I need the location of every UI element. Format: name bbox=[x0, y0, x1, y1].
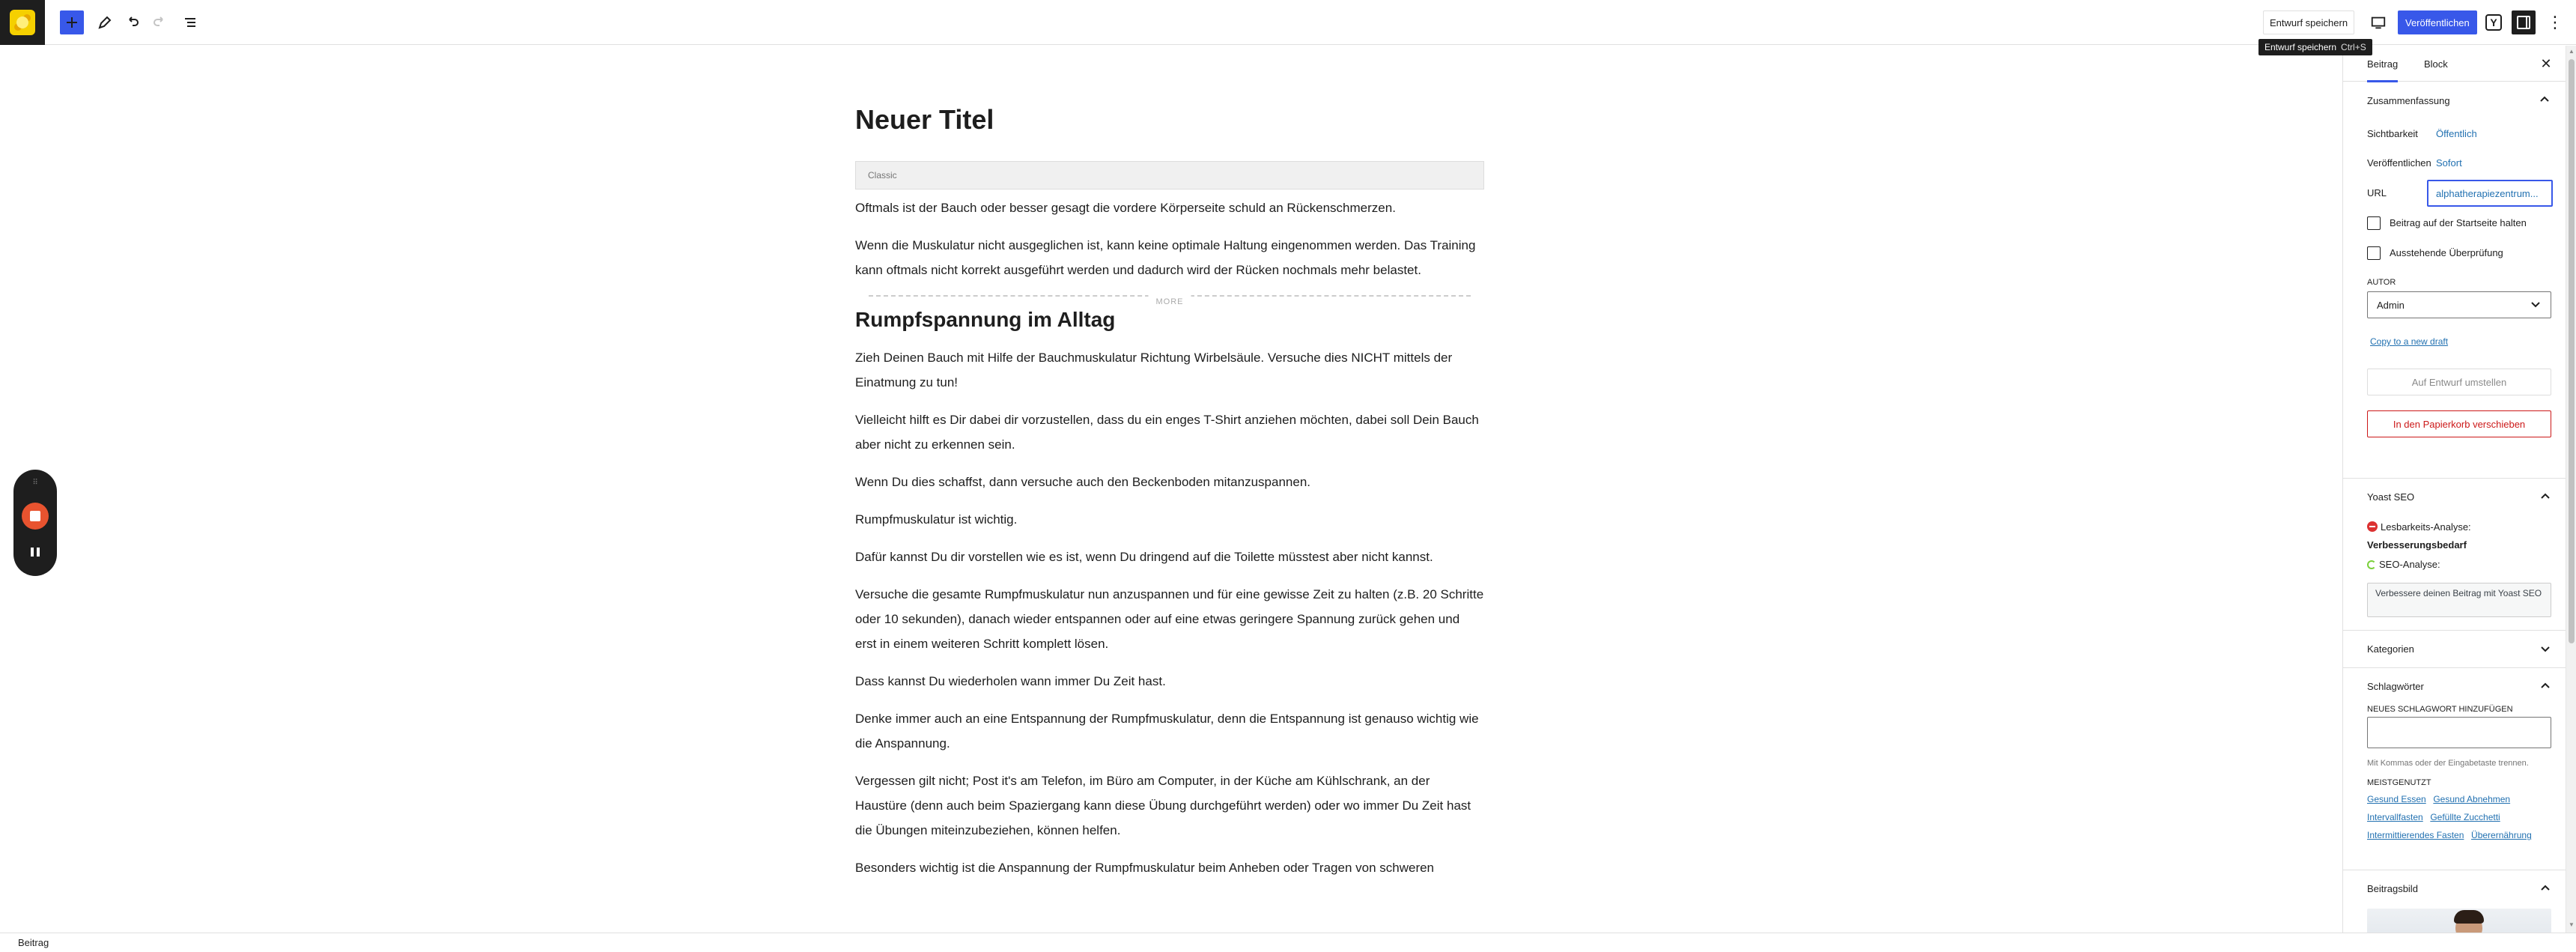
tags-title: Schlagwörter bbox=[2367, 681, 2424, 692]
publish-row bbox=[2367, 157, 2462, 169]
tag-input[interactable] bbox=[2367, 717, 2551, 748]
tab-block[interactable]: Block bbox=[2424, 58, 2448, 70]
featured-image-thumbnail[interactable] bbox=[2367, 909, 2551, 933]
tooltip-shortcut: Ctrl+S bbox=[2341, 42, 2366, 52]
trash-wrap bbox=[2367, 410, 2551, 437]
tag-link[interactable]: Gesund Abnehmen bbox=[2433, 794, 2511, 804]
post-title[interactable]: Neuer Titel bbox=[855, 104, 994, 135]
site-logo-icon bbox=[10, 10, 35, 35]
pending-review-checkbox[interactable] bbox=[2367, 246, 2381, 260]
classic-block-toolbar[interactable]: Classic bbox=[855, 161, 1484, 190]
chevron-up-icon bbox=[2539, 491, 2551, 503]
readability-row[interactable] bbox=[2367, 521, 2471, 533]
yoast-panel bbox=[2343, 478, 2566, 628]
categories-panel bbox=[2343, 630, 2566, 667]
most-used-tags bbox=[2367, 790, 2554, 844]
more-separator bbox=[869, 295, 1471, 306]
categories-title: Kategorien bbox=[2367, 643, 2414, 655]
publish-label: Veröffentlichen bbox=[2367, 157, 2431, 169]
editor-top-toolbar bbox=[0, 0, 2576, 45]
tag-link[interactable]: Überernährung bbox=[2471, 830, 2532, 840]
sticky-checkbox[interactable] bbox=[2367, 216, 2381, 230]
undo-icon bbox=[123, 13, 141, 31]
settings-toggle-button[interactable] bbox=[2512, 10, 2536, 34]
breadcrumb[interactable]: Beitrag bbox=[18, 937, 49, 948]
summary-title: Zusammenfassung bbox=[2367, 94, 2450, 106]
desktop-preview-icon bbox=[2370, 14, 2387, 31]
url-field[interactable]: alphatherapiezentrum... bbox=[2427, 180, 2553, 207]
drag-handle-icon[interactable]: ⠿ bbox=[32, 479, 38, 487]
pause-recording-button[interactable] bbox=[26, 543, 44, 561]
scrollbar-thumb[interactable] bbox=[2569, 59, 2575, 643]
screen-recorder-widget bbox=[13, 470, 57, 576]
undo-button[interactable] bbox=[120, 10, 144, 34]
tags-panel bbox=[2343, 667, 2566, 877]
switch-draft-wrap bbox=[2367, 369, 2551, 395]
sidebar-icon bbox=[2517, 16, 2530, 29]
settings-sidebar bbox=[2342, 46, 2566, 933]
tools-button[interactable] bbox=[93, 10, 117, 34]
chevron-up-icon bbox=[2539, 94, 2551, 106]
featured-image-panel bbox=[2343, 870, 2566, 933]
content-heading[interactable]: Rumpfspannung im Alltag bbox=[855, 308, 1116, 331]
visibility-value[interactable]: Öffentlich bbox=[2436, 128, 2477, 139]
author-select[interactable] bbox=[2367, 291, 2551, 318]
options-menu-button[interactable]: ⋮ bbox=[2547, 13, 2563, 31]
tag-link[interactable]: Intervallfasten bbox=[2367, 812, 2423, 822]
visibility-row bbox=[2367, 128, 2477, 139]
sticky-label: Beitrag auf der Startseite halten bbox=[2390, 217, 2527, 228]
switch-to-draft-button[interactable]: Auf Entwurf umstellen bbox=[2367, 369, 2551, 395]
chevron-down-icon bbox=[2539, 643, 2551, 655]
yoast-improve-button[interactable]: Verbessere deinen Beitrag mit Yoast SEO bbox=[2367, 583, 2551, 617]
yoast-improve-wrap bbox=[2367, 583, 2551, 617]
list-view-icon bbox=[181, 13, 199, 31]
featured-image-title: Beitragsbild bbox=[2367, 883, 2418, 894]
pencil-icon bbox=[96, 13, 114, 31]
paragraph[interactable]: Rumpfmuskulatur ist wichtig. bbox=[855, 512, 1018, 527]
scroll-down-icon[interactable]: ▼ bbox=[2569, 921, 2575, 928]
preview-button[interactable] bbox=[2366, 10, 2390, 34]
paragraph[interactable]: Dass kannst Du wiederholen wann immer Du Zeit hast. bbox=[855, 674, 1166, 688]
seo-analysis-row[interactable] bbox=[2367, 559, 2440, 570]
paragraph[interactable]: Wenn Du dies schaffst, dann versuche auch den Beckenboden mitanzuspannen. bbox=[855, 475, 1310, 489]
readability-value: Verbesserungsbedarf bbox=[2367, 539, 2467, 551]
tag-help-text: Mit Kommas oder der Eingabetaste trennen. bbox=[2367, 759, 2529, 768]
paragraph[interactable]: Besonders wichtig ist die Anspannung der Rumpfmuskulatur beim Anheben oder Tragen von schweren bbox=[855, 861, 1435, 875]
categories-panel-toggle[interactable] bbox=[2343, 630, 2566, 667]
yoast-seo-button[interactable] bbox=[2483, 12, 2504, 33]
document-overview-button[interactable] bbox=[178, 10, 202, 34]
author-select-wrap bbox=[2367, 291, 2551, 318]
block-breadcrumb-bar bbox=[0, 933, 2576, 952]
sidebar-scrollbar[interactable] bbox=[2566, 46, 2576, 933]
url-row bbox=[2367, 180, 2566, 210]
chevron-down-icon bbox=[2530, 298, 2542, 312]
move-to-trash-button[interactable]: In den Papierkorb verschieben bbox=[2367, 410, 2551, 437]
paragraph[interactable]: Dafür kannst Du dir vorstellen wie es ist, wenn Du dringend auf die Toilette müsstest aber nicht kannst. bbox=[855, 550, 1433, 564]
loading-spinner-icon bbox=[2367, 560, 2376, 569]
author-label: AUTOR bbox=[2367, 278, 2396, 287]
add-block-button[interactable] bbox=[60, 10, 84, 34]
readability-status-icon bbox=[2367, 521, 2378, 532]
chevron-up-icon bbox=[2539, 680, 2551, 692]
stop-recording-button[interactable] bbox=[22, 503, 49, 530]
paragraph[interactable]: Denke immer auch an eine Entspannung der Rumpfmuskulatur, denn die Entspannung ist genauso wichtig wie die Anspannung. bbox=[855, 712, 1479, 751]
publish-button[interactable]: Veröffentlichen bbox=[2398, 10, 2477, 34]
add-tag-label: NEUES SCHLAGWORT HINZUFÜGEN bbox=[2367, 705, 2513, 714]
paragraph[interactable]: Zieh Deinen Bauch mit Hilfe der Bauchmuskulatur Richtung Wirbelsäule. Versuche dies NICHT mittels der Einatmung zu tun! bbox=[855, 351, 1453, 389]
editor-canvas bbox=[0, 46, 2342, 933]
paragraph[interactable]: Vielleicht hilft es Dir dabei dir vorzustellen, dass du ein enges T-Shirt anziehen möchten, dabei soll Dein Bauch aber nicht zu erkennen sein. bbox=[855, 413, 1479, 452]
tag-input-wrap bbox=[2367, 717, 2551, 748]
summary-panel-toggle[interactable] bbox=[2343, 82, 2566, 119]
pending-label: Ausstehende Überprüfung bbox=[2390, 247, 2503, 258]
redo-icon bbox=[151, 13, 169, 31]
featured-image-toggle[interactable] bbox=[2343, 870, 2566, 907]
yoast-title: Yoast SEO bbox=[2367, 491, 2415, 503]
paragraph[interactable]: Versuche die gesamte Rumpfmuskulatur nun anzuspannen und für eine gewisse Zeit zu halten (z.B. 20 Schritte oder 10 sekunden), danach wieder entspannen oder auf eine etwas geringere Spannung zurück gehen und erst in einem weiteren Schritt komplett lösen. bbox=[855, 587, 1484, 651]
tag-link[interactable]: Gesund Essen bbox=[2367, 794, 2426, 804]
yoast-panel-toggle[interactable] bbox=[2343, 478, 2566, 515]
visibility-label: Sichtbarkeit bbox=[2367, 128, 2418, 139]
save-draft-button[interactable]: Entwurf speichern bbox=[2263, 10, 2354, 34]
site-logo-button[interactable] bbox=[0, 0, 45, 45]
paragraph[interactable]: Oftmals ist der Bauch oder besser gesagt die vordere Körperseite schuld an Rückenschmerzen. bbox=[855, 201, 1396, 215]
seo-analysis-label: SEO-Analyse: bbox=[2379, 559, 2440, 570]
post-content[interactable] bbox=[855, 195, 1484, 893]
publish-value[interactable]: Sofort bbox=[2436, 157, 2462, 169]
tags-panel-toggle[interactable] bbox=[2343, 667, 2566, 705]
tab-post[interactable]: Beitrag bbox=[2367, 46, 2398, 82]
tooltip-text: Entwurf speichern bbox=[2264, 42, 2337, 52]
redo-button[interactable] bbox=[148, 10, 172, 34]
readability-label: Lesbarkeits-Analyse: bbox=[2381, 521, 2471, 533]
chevron-up-icon bbox=[2539, 882, 2551, 894]
paragraph[interactable]: Vergessen gilt nicht; Post it's am Telefon, im Büro am Computer, in der Küche am Kühlschrank, an der Haustüre (denn auch beim Spaziergang kann diese Übung durchgeführt werden) oder wo immer Du Zeit hast die Übungen miteinzubeziehen, können helfen. bbox=[855, 774, 1471, 837]
sidebar-tabs bbox=[2343, 46, 2566, 82]
most-used-label: MEISTGENUTZT bbox=[2367, 778, 2431, 787]
scroll-up-icon[interactable]: ▲ bbox=[2569, 48, 2575, 55]
url-label: URL bbox=[2367, 187, 2387, 198]
yoast-icon: Y bbox=[2485, 14, 2502, 31]
sticky-row bbox=[2367, 216, 2554, 231]
more-label: MORE bbox=[1149, 290, 1191, 315]
author-value: Admin bbox=[2377, 299, 2405, 311]
save-draft-tooltip bbox=[2258, 39, 2372, 55]
paragraph[interactable]: Wenn die Muskulatur nicht ausgeglichen ist, kann keine optimale Haltung eingenommen werden. Das Training kann oftmals nicht korrekt ausgeführt werden und dadurch wird der Rücken nochmals mehr belastet. bbox=[855, 238, 1476, 277]
tag-link[interactable]: Intermittierendes Fasten bbox=[2367, 830, 2464, 840]
close-sidebar-button[interactable]: ✕ bbox=[2540, 55, 2552, 71]
tag-link[interactable]: Gefüllte Zucchetti bbox=[2430, 812, 2500, 822]
copy-to-draft-link[interactable]: Copy to a new draft bbox=[2370, 336, 2449, 347]
pending-row bbox=[2367, 246, 2554, 261]
plus-icon bbox=[63, 13, 81, 31]
